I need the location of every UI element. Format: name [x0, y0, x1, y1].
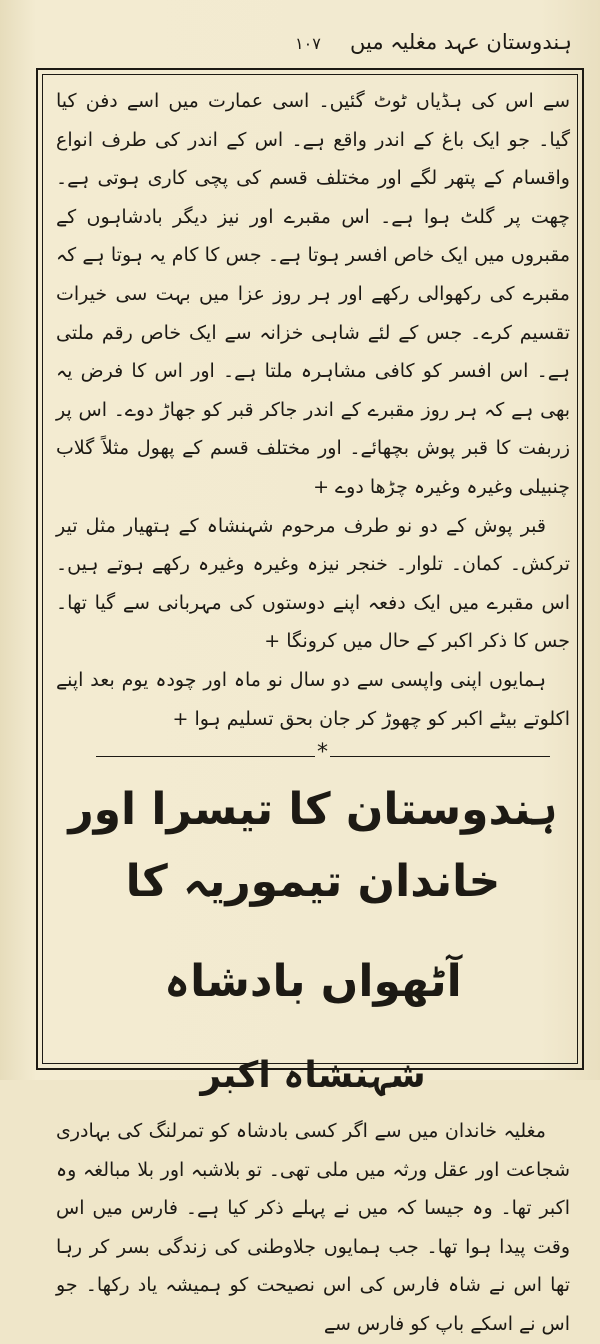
section-heading: شہنشاہ اکبر: [200, 1055, 426, 1097]
page-header: [40, 28, 580, 64]
paragraph-3: ہمایوں اپنی واپسی سے دو سال نو ماہ اور چودہ یوم بعد اپنے اکلوتے بیٹے اکبر کو چھوڑ کر جان بحق تسلیم ہوا +: [56, 668, 570, 730]
paragraph-1: سے اس کی ہڈیاں ٹوٹ گئیں۔ اسی عمارت میں اسے دفن کیا گیا۔ جو ایک باغ کے اندر واقع ہے۔ اس کے اندر کی طرف انواع واقسام کے پتھر لگے اور مختلف قسم کی پچی کاری ہوتی ہے۔ چھت پر گلٹ ہوا ہے۔ اس مقبرے اور نیز دیگر بادشاہوں کے مقبروں میں ایک خاص افسر ہوتا ہے۔ جس کا کام یہ ہوتا ہے کہ مقبرے کی رکھوالی رکھے اور ہر روز عزا میں بہت سی خیرات تقسیم کرے۔ جس کے لئے شاہی خزانہ سے ایک خاص رقم ملتی ہے۔ اس افسر کو کافی مشاہرہ ملتا ہے۔ اور اس کا فرض یہ بھی ہے کہ ہر روز مقبرے کے اندر جاکر قبر کو جھاڑ دوے۔ اس پر زربفت کا قبر پوش بچھائے۔ اور مختلف قسم کے پھول مثلاً گلاب چنبیلی وغیرہ وغیرہ چڑھا دوے +: [56, 90, 570, 498]
paragraph-2: قبر پوش کے دو نو طرف مرحوم شہنشاہ کے ہتھیار مثل تیر ترکش۔ کمان۔ تلوار۔ خنجر نیزہ وغیرہ وغیرہ رکھے ہوتے ہیں۔ اس مقبرے میں ایک دفعہ اپنے دوستوں کی مہربانی سے گیا تھا۔ جس کا ذکر اکبر کے حال میں کرونگا +: [56, 514, 570, 653]
page-number: ۱۰۷: [295, 34, 321, 53]
chapter-title: ہندوستان کا تیسرا اور خاندان تیموریہ کا: [68, 784, 558, 908]
running-head: ہندوستان عہد مغلیہ میں: [350, 30, 572, 54]
page-content: [56, 82, 570, 1344]
text-frame: [36, 68, 584, 1336]
section-divider: [96, 740, 550, 768]
paragraph-4: مغلیہ خاندان میں سے اگر کسی بادشاہ کو تمرلنگ کی بہادری شجاعت اور عقل ورثہ میں ملی تھی۔ تو بلاشبہ اور بلا مبالغہ وہ اکبر تھا۔ وہ جیسا کہ میں نے پہلے ذکر کیا ہے۔ فارس میں اس وقت پیدا ہوا تھا۔ جب ہمایوں جلاوطنی کی زندگی بسر کر رہا تھا اس نے شاہ فارس کی اس نصیحت کو ہمیشہ یاد رکھا۔ جو اس نے اسکے باپ کو فارس سے: [56, 1120, 570, 1336]
asterisk-ornament: *: [317, 740, 328, 766]
chapter-subtitle: آٹھواں بادشاہ: [164, 956, 462, 1008]
